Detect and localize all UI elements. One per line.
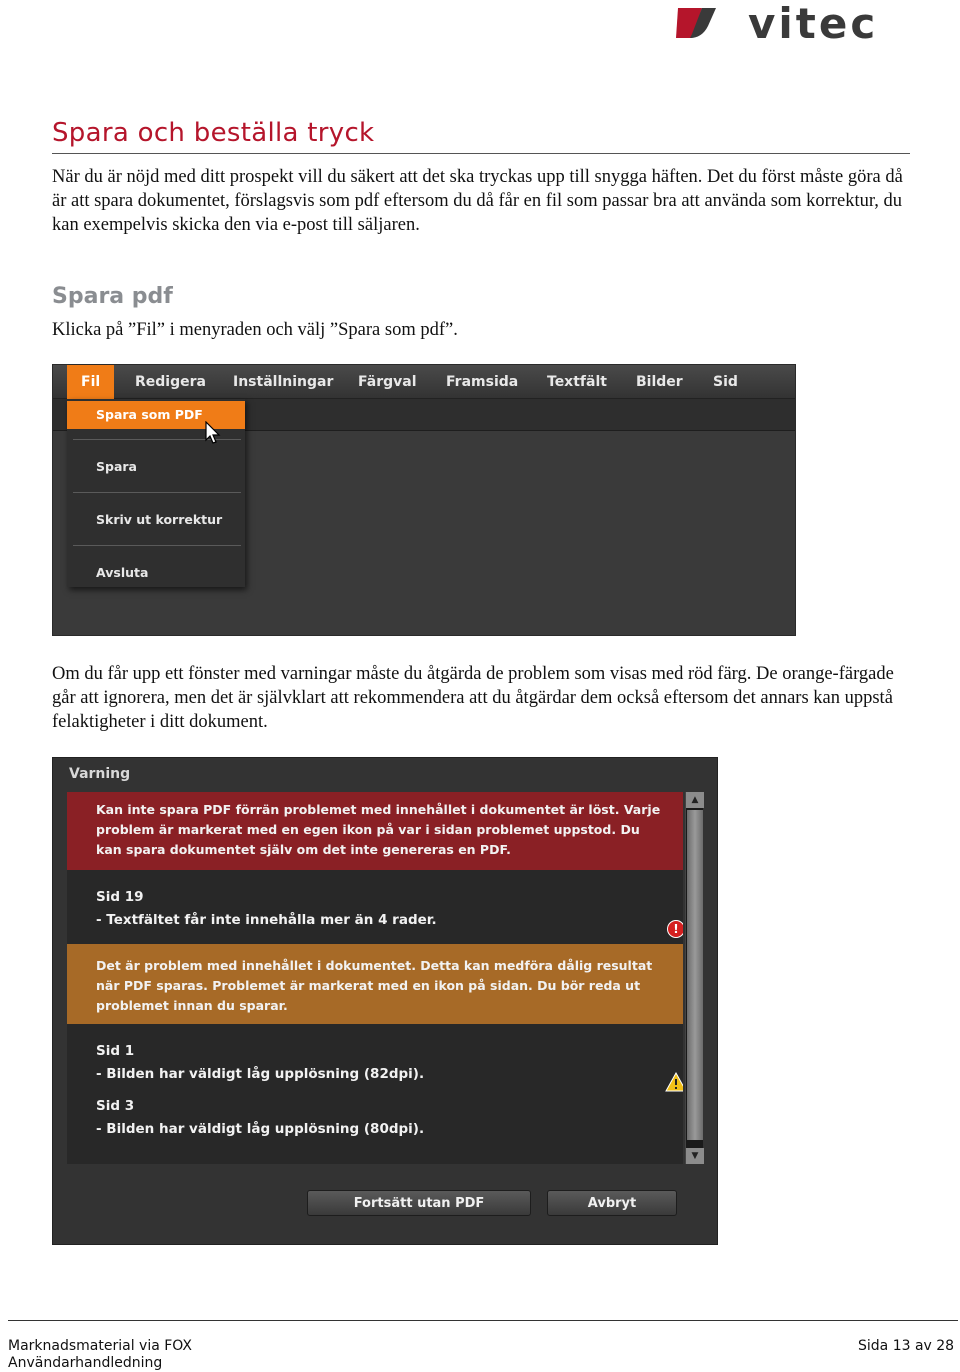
menu-redigera[interactable]: Redigera xyxy=(135,374,206,390)
footer-doc-title: Marknadsmaterial via FOX xyxy=(8,1338,193,1354)
menu-installningar[interactable]: Inställningar xyxy=(233,374,334,390)
menu-screenshot xyxy=(52,364,796,636)
menu-separator xyxy=(73,545,241,546)
menu-fargval[interactable]: Färgval xyxy=(358,374,417,390)
dialog-message-panel xyxy=(67,792,683,1164)
intro-paragraph: När du är nöjd med ditt prospekt vill du säkert att det ska tryckas upp till snygga häften. Det du först måste göra då är att spara dokumentet, förslagsvis som pdf eftersom du då får en fil som passar bra att använda som korrektur, du kan exempelvis skicka den via e-post till säljaren. xyxy=(52,167,903,235)
warning-banner: Det är problem med innehållet i dokumentet. Detta kan medföra dålig resultat när PDF sparas. Problemet är markerat med en ikon på sidan. Du bör reda ut problemet innan du sparar. xyxy=(67,944,683,1024)
dialog-scrollbar[interactable] xyxy=(685,792,703,1164)
menu-item-print-proof[interactable]: Skriv ut korrektur xyxy=(96,512,223,527)
subsection-title: Spara pdf xyxy=(52,284,173,309)
warning-list xyxy=(67,1024,683,1164)
scroll-thumb[interactable] xyxy=(687,810,703,1140)
error-page: Sid 19 xyxy=(96,889,144,905)
error-list xyxy=(67,870,683,944)
warning-page: Sid 1 xyxy=(96,1043,135,1059)
footer-divider xyxy=(8,1320,958,1321)
svg-text:vitec: vitec xyxy=(748,4,879,42)
menu-item-save-as-pdf[interactable]: Spara som PDF xyxy=(67,401,245,429)
cancel-button[interactable]: Avbryt xyxy=(547,1190,677,1216)
error-banner: Kan inte spara PDF förrän problemet med innehållet i dokumentet är löst. Varje problem är markerat med en egen ikon på var i sidan problemet uppstod. Du kan spara dokumentet själv om det inte genereras en PDF. xyxy=(67,792,683,870)
menu-fil[interactable]: Fil xyxy=(67,365,114,399)
mouse-pointer-icon xyxy=(205,421,221,445)
scroll-up-icon[interactable]: ▲ xyxy=(686,792,704,808)
menu-item-quit[interactable]: Avsluta xyxy=(96,565,149,580)
page-title: Spara och beställa tryck xyxy=(52,118,375,148)
menu-bilder[interactable]: Bilder xyxy=(636,374,683,390)
warning-detail: - Bilden har väldigt låg upplösning (80dpi). xyxy=(96,1121,425,1137)
warning-detail: - Bilden har väldigt låg upplösning (82dpi). xyxy=(96,1066,425,1082)
menubar xyxy=(53,365,796,399)
instruction-paragraph: Klicka på ”Fil” i menyraden och välj ”Spara som pdf”. xyxy=(52,320,458,340)
menu-framsida[interactable]: Framsida xyxy=(446,374,519,390)
error-detail: - Textfältet får inte innehålla mer än 4 rader. xyxy=(96,912,437,928)
menu-item-save[interactable]: Spara xyxy=(96,459,137,474)
continue-without-pdf-button[interactable]: Fortsätt utan PDF xyxy=(307,1190,531,1216)
dialog-title: Varning xyxy=(69,766,131,782)
vitec-logo xyxy=(672,4,924,42)
warning-paragraph: Om du får upp ett fönster med varningar måste du åtgärda de problem som visas med röd färg. De orange-färgade går att ignorera, men det är självklart att rekommendera att du åtgärdar dem också eftersom det annars kan uppstå felaktigheter i ditt dokument. xyxy=(52,664,894,732)
footer-doc-subtitle: Användarhandledning xyxy=(8,1355,163,1371)
scroll-down-icon[interactable]: ▼ xyxy=(686,1148,704,1164)
warning-page: Sid 3 xyxy=(96,1098,135,1114)
menu-separator xyxy=(73,492,241,493)
error-icon: ! xyxy=(667,920,683,938)
page-number: Sida 13 av 28 xyxy=(858,1338,955,1354)
menu-sid[interactable]: Sid xyxy=(713,374,738,390)
title-divider xyxy=(52,153,910,154)
warning-icon xyxy=(665,1072,683,1092)
menu-textfalt[interactable]: Textfält xyxy=(547,374,607,390)
warning-dialog-screenshot xyxy=(52,757,718,1245)
